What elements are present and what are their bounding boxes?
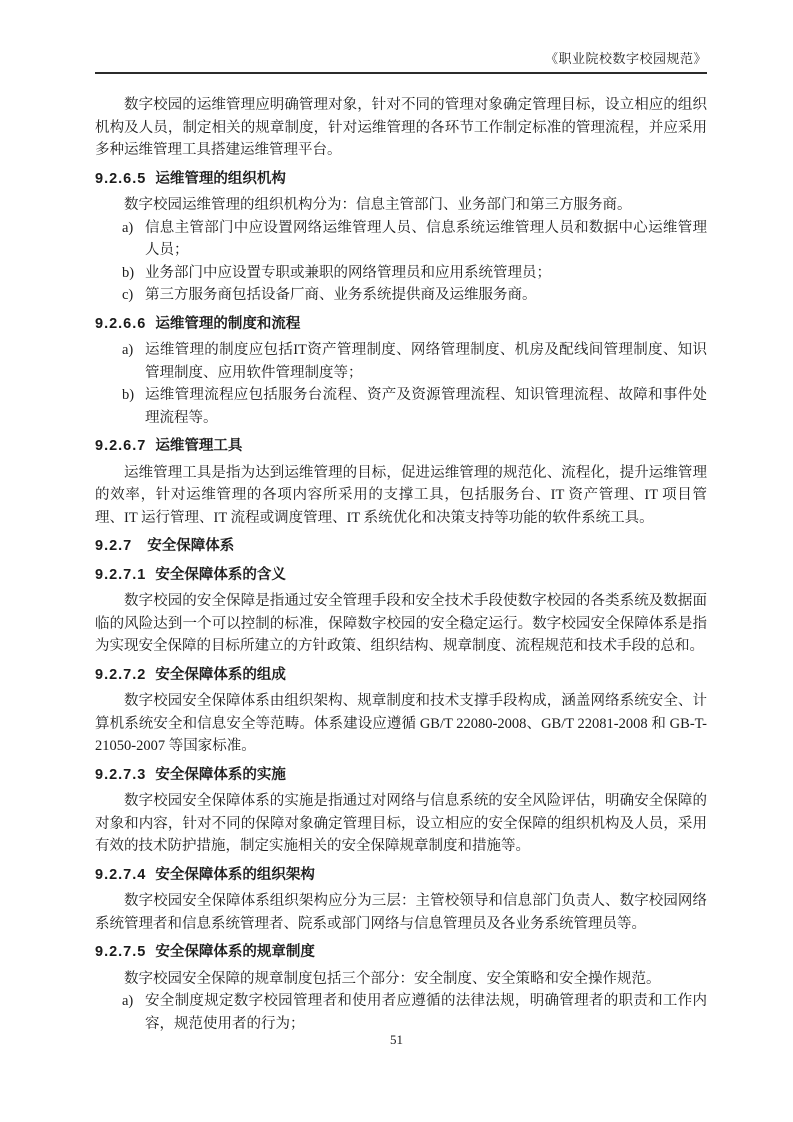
list-marker: b) <box>122 264 135 281</box>
section-heading-9274 <box>95 864 707 887</box>
section-title: 运维管理工具 <box>155 438 243 454</box>
section-number: 9.2.7.5 <box>95 944 147 960</box>
section-paragraph: 数字校园安全保障体系组织架构应分为三层：主管校领导和信息部门负责人、数字校园网络系统管理者和信息系统管理者、院系或部门网络与信息管理员及各业务系统管理员等。 <box>95 893 707 932</box>
list-item <box>95 990 707 1035</box>
section-heading-9273 <box>95 764 707 787</box>
section-title: 安全保障体系的组织架构 <box>155 866 315 883</box>
list-item-text: 信息主管部门中应设置网络运维管理人员、信息系统运维管理人员和数据中心运维管理人员； <box>145 219 707 258</box>
section-title: 安全保障体系的规章制度 <box>155 944 315 960</box>
section-heading-9272 <box>95 664 707 687</box>
section-heading-9267 <box>95 435 707 458</box>
page-header <box>95 48 707 74</box>
section-heading-9271 <box>95 564 707 587</box>
list-item <box>95 217 707 262</box>
section-number: 9.2.6.7 <box>95 438 147 454</box>
list-item <box>95 284 707 307</box>
section-paragraph: 数字校园的安全保障是指通过安全管理手段和安全技术手段使数字校园的各类系统及数据面临的风险达到一个可以控制的标准，保障数字校园的安全稳定运行。数字校园安全保障体系是指为实现安全保障的目标所建立的方针政策、组织结构、规章制度、流程规范和技术手段的总和。 <box>95 593 707 654</box>
section-title: 安全保障体系的含义 <box>155 566 286 583</box>
section-number: 9.2.7.1 <box>95 566 147 583</box>
list-item <box>95 384 707 429</box>
section-heading-9266 <box>95 313 707 336</box>
intro-paragraph: 数字校园的运维管理应明确管理对象，针对不同的管理对象确定管理目标，设立相应的组织机构及人员，制定相关的规章制度，针对运维管理的各环节工作制定标准的管理流程，并应采用多种运维管理工具搭建运维管理平台。 <box>95 97 707 158</box>
section-number: 9.2.7.4 <box>95 866 147 883</box>
section-number: 9.2.6.5 <box>95 170 147 187</box>
section-heading-927 <box>95 535 707 558</box>
list-marker: a) <box>122 993 134 1009</box>
section-title: 安全保障体系的实施 <box>155 766 286 783</box>
page-footer <box>0 1032 793 1048</box>
list-item <box>95 262 707 285</box>
section-heading-9265 <box>95 168 707 191</box>
section-heading-9275 <box>95 941 707 964</box>
list-item-text: 运维管理流程应包括服务台流程、资产及资源管理流程、知识管理流程、故障和事件处理流程等。 <box>145 387 707 426</box>
section-paragraph: 数字校园运维管理的组织机构分为：信息主管部门、业务部门和第三方服务商。 <box>124 197 632 213</box>
section-number: 9.2.7.3 <box>95 766 147 783</box>
section-title: 安全保障体系 <box>147 538 235 554</box>
list-item-text: 安全制度规定数字校园管理者和使用者应遵循的法律法规，明确管理者的职责和工作内容，规范使用者的行为； <box>145 993 707 1032</box>
list-item <box>95 339 707 384</box>
section-title: 运维管理的组织机构 <box>155 170 286 187</box>
list-marker: a) <box>122 342 134 358</box>
list-marker: b) <box>122 387 135 403</box>
document-body <box>95 94 707 1035</box>
list-item-text: 运维管理的制度应包括IT资产管理制度、网络管理制度、机房及配线间管理制度、知识管理制度、应用软件管理制度等； <box>145 342 707 381</box>
section-paragraph: 数字校园安全保障的规章制度包括三个部分：安全制度、安全策略和安全操作规范。 <box>124 970 661 987</box>
list-marker: a) <box>122 219 134 236</box>
section-number: 9.2.6.6 <box>95 315 147 332</box>
page-number: 51 <box>390 1032 403 1047</box>
section-paragraph: 数字校园安全保障体系的实施是指通过对网络与信息系统的安全风险评估，明确安全保障的对象和内容，针对不同的保障对象确定管理目标，设立相应的安全保障的组织机构及人员，采用有效的技术防护措施，制定实施相关的安全保障规章制度和措施等。 <box>95 793 707 854</box>
list-item-text: 业务部门中应设置专职或兼职的网络管理员和应用系统管理员； <box>145 264 551 281</box>
section-number: 9.2.7 <box>95 538 133 554</box>
document-title: 《职业院校数字校园规范》 <box>544 51 707 66</box>
section-number: 9.2.7.2 <box>95 666 147 683</box>
section-paragraph: 运维管理工具是指为达到运维管理的目标，促进运维管理的规范化、流程化，提升运维管理的效率，针对运维管理的各项内容所采用的支撑工具，包括服务台、IT 资产管理、IT 项目管理、IT 运行管理、IT 流程或调度管理、IT 系统优化和决策支持等功能的软件系统工具。 <box>95 464 707 526</box>
list-item-text: 第三方服务商包括设备厂商、业务系统提供商及运维服务商。 <box>145 287 537 303</box>
section-title: 运维管理的制度和流程 <box>155 315 301 332</box>
section-paragraph: 数字校园安全保障体系由组织架构、规章制度和技术支撑手段构成，涵盖网络系统安全、计算机系统安全和信息安全等范畴。体系建设应遵循 GB/T 22080-2008、GB/T 22081-2008 和 GB-T-21050-2007 等国家标准。 <box>95 693 707 754</box>
section-title: 安全保障体系的组成 <box>155 666 286 683</box>
list-marker: c) <box>122 287 134 303</box>
